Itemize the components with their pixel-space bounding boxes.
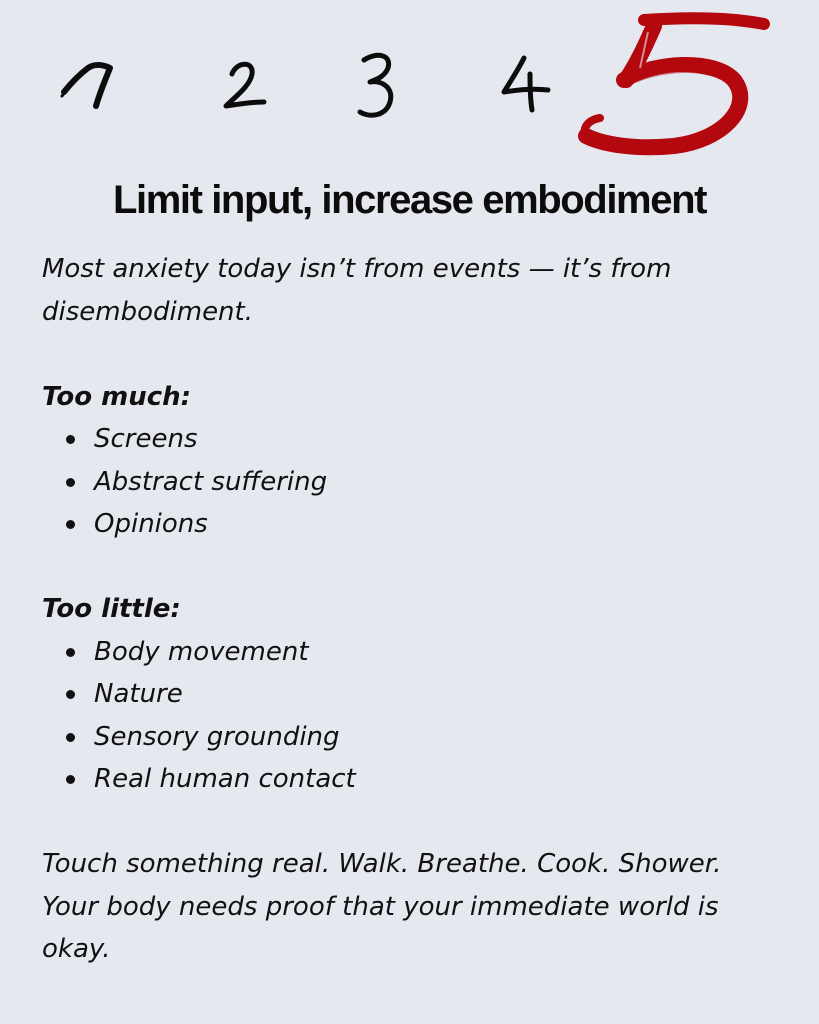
list-item: Real human contact: [94, 758, 782, 801]
too-much-heading: Too much:: [42, 381, 192, 412]
step-number-5-active: [574, 10, 774, 158]
closing-text: Touch something real. Walk. Breathe. Cook. Shower. Your body needs proof that your immediate world is okay.: [42, 849, 722, 964]
page-title: Limit input, increase embodiment: [112, 178, 707, 222]
too-much-list: [42, 418, 782, 546]
too-little-heading: Too little:: [42, 594, 181, 624]
step-number-2: [218, 56, 270, 114]
list-item: Nature: [94, 673, 782, 716]
intro-text: Most anxiety today isn’t from events — it’s from disembodiment.: [42, 254, 672, 327]
step-number-4: [500, 52, 552, 114]
list-item: Abstract suffering: [94, 461, 782, 504]
list-item: Opinions: [94, 503, 782, 546]
main-content: [42, 248, 782, 971]
step-number-1: [58, 58, 122, 114]
list-item: Screens: [94, 418, 782, 461]
handwritten-step-numbers: [0, 0, 819, 165]
too-little-list: [42, 631, 782, 801]
list-item: Sensory grounding: [94, 716, 782, 759]
list-item: Body movement: [94, 631, 782, 674]
step-number-3: [352, 50, 402, 126]
